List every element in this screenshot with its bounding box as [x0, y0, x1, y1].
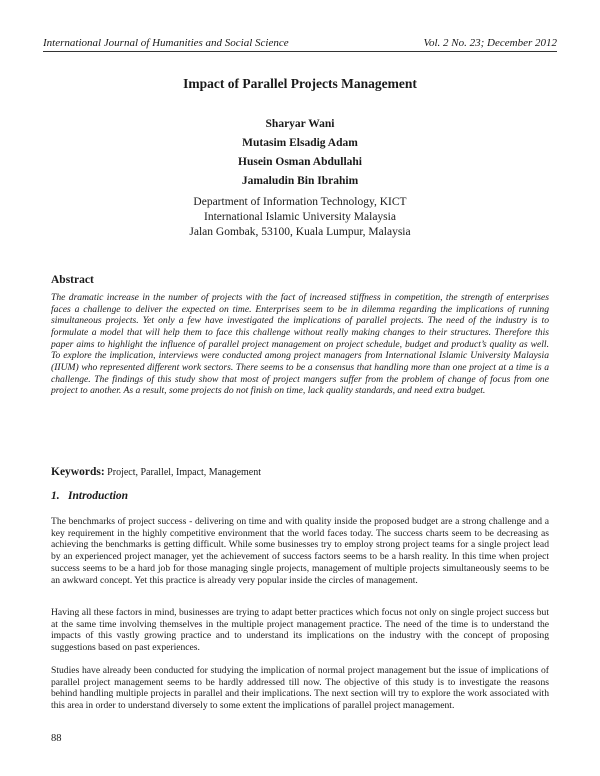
body-paragraph: Studies have already been conducted for studying the implication of normal project management but the issue of implications of parallel project management seems to be hardly addressed till now. The objective of this study is to investigate the reasons behind handling multiple projects in parallel and their implications. The next section will try to explore the work associated with this area in order to understand diversely to some extent the implications of parallel project management.: [51, 665, 549, 712]
running-header: [43, 36, 557, 50]
affiliation-line: International Islamic University Malaysia: [204, 211, 396, 223]
issue-info: Vol. 2 No. 23; December 2012: [423, 37, 557, 49]
keywords-line: [51, 465, 549, 480]
affiliation-line: Department of Information Technology, KICT: [193, 196, 407, 208]
author-name: Mutasim Elsadig Adam: [242, 137, 358, 149]
abstract-text: The dramatic increase in the number of projects with the fact of increased stiffness in competition, the strength of enterprises faces a challenge to deliver the expected on time. Enterprises seem to be in dilemma regarding the implications of running simultaneous projects. Yet only a few have investigated the implications of parallel projects. The need of the industry is to formulate a model that will help them to face this challenge without really making changes to their structures. Therefore this paper aims to highlight the influence of parallel project management on project schedule, budget and product’s quality as well. To explore the implication, interviews were conducted among project managers from International Islamic University Malaysia (IIUM) who represented different work sectors. There seems to be a consensus that handling more than one project at a time is a challenge. The findings of this study show that most of project mangers suffer from the problem of change of focus from one project to another. As a result, some projects do not finish on time, lack quality standards, and need extra budget.: [51, 292, 549, 397]
keywords-text: Project, Parallel, Impact, Management: [107, 467, 262, 478]
page-number: 88: [51, 733, 62, 744]
section-number: 1.: [51, 490, 60, 502]
author-name: Sharyar Wani: [265, 118, 335, 130]
body-paragraph: Having all these factors in mind, businesses are trying to adapt better practices which focus not only on single project success but at the same time involving themselves in the multiple project management practice. The need of the time is to understand the impacts of this vastly growing practice and to understand its implications on the industry with the concept of proposing suggestions based on past experiences.: [51, 607, 549, 654]
author-list: [43, 115, 557, 191]
abstract-heading: Abstract: [51, 274, 94, 286]
body-paragraph: The benchmarks of project success - delivering on time and with quality inside the proposed budget are a strong challenge and a key requirement in the highly competitive environment that the world faces today. The success charts seem to be decreasing as achieving the benchmarks is getting difficult. While some businesses try to employ strong project teams for a single project lead by an experienced project manager, yet the achievement of success factors seems to be a harsh reality. In this time when project success seems to be a hard job for those managing single projects, management of multiple projects simultaneously seems to be an awkward concept. Yet this practice is already very popular inside the circles of management.: [51, 516, 549, 586]
keywords-label: Keywords:: [51, 466, 105, 478]
paper-title: Impact of Parallel Projects Management: [183, 76, 417, 91]
section-heading: [51, 489, 128, 503]
affiliation-block: [43, 195, 557, 240]
section-title: Introduction: [68, 490, 129, 502]
journal-name: International Journal of Humanities and Social Science: [43, 37, 289, 49]
header-divider: [43, 51, 557, 52]
affiliation-line: Jalan Gombak, 53100, Kuala Lumpur, Malaysia: [189, 226, 411, 238]
author-name: Jamaludin Bin Ibrahim: [241, 175, 359, 187]
author-name: Husein Osman Abdullahi: [238, 156, 362, 168]
